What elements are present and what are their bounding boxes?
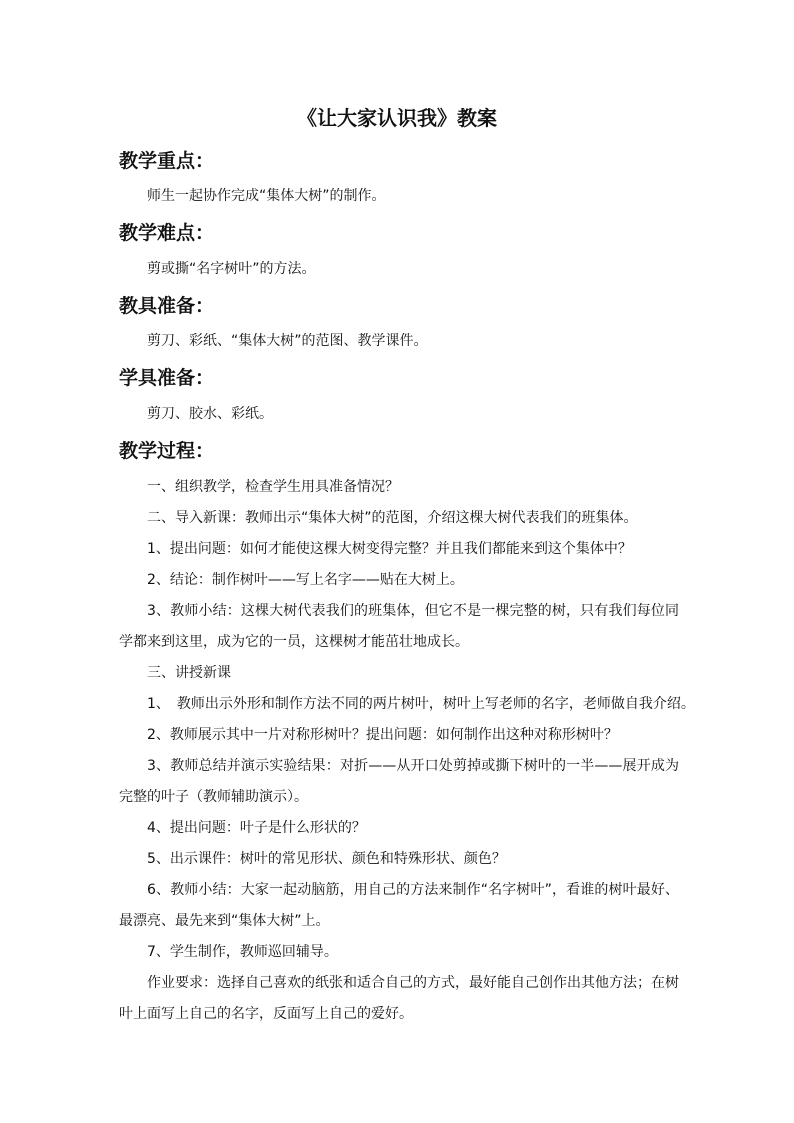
heading-student-materials: 学具准备： xyxy=(119,367,215,389)
process-item: 1、 教师出示外形和制作方法不同的两片树叶，树叶上写老师的名字，老师做自我介绍。 xyxy=(147,696,695,712)
process-item: 3、教师小结：这棵大树代表我们的班集体，但它不是一棵完整的树，只有我们每位同学都来到这里，成为它的一员，这棵树才能茁壮地成长。 xyxy=(119,603,679,650)
process-item: 1、提出问题：如何才能使这棵大树变得完整？并且我们都能来到这个集体中？ xyxy=(147,541,632,557)
process-item: 三、讲授新课 xyxy=(147,665,231,681)
heading-teaching-aids: 教具准备： xyxy=(119,295,215,317)
paragraph-teaching-aids: 剪刀、彩纸、“集体大树”的范图、教学课件。 xyxy=(147,333,428,349)
process-item: 3、教师总结并演示实验结果：对折——从开口处剪掉或撕下树叶的一半——展开成为完整的叶子（教师辅助演示）。 xyxy=(119,758,679,805)
process-item: 2、结论：制作树叶——写上名字——贴在大树上。 xyxy=(147,572,464,588)
document-title: 《让大家认识我》教案 xyxy=(297,106,497,130)
heading-difficulties: 教学难点： xyxy=(119,222,215,244)
heading-teaching-process: 教学过程： xyxy=(119,440,215,462)
paragraph-key-points: 师生一起协作完成“集体大树”的制作。 xyxy=(147,188,386,204)
heading-key-points: 教学重点： xyxy=(119,150,215,172)
process-item: 二、导入新课：教师出示“集体大树”的范图，介绍这棵大树代表我们的班集体。 xyxy=(147,510,638,526)
process-item: 2、教师展示其中一片对称形树叶？提出问题：如何制作出这种对称形树叶？ xyxy=(147,727,618,743)
process-item: 4、提出问题：叶子是什么形状的？ xyxy=(147,820,366,836)
process-item: 7、学生制作，教师巡回辅导。 xyxy=(147,944,338,960)
homework-requirements: 作业要求：选择自己喜欢的纸张和适合自己的方式，最好能自己创作出其他方法；在树叶上面写上自己的名字，反面写上自己的爱好。 xyxy=(119,975,679,1022)
paragraph-student-materials: 剪刀、胶水、彩纸。 xyxy=(147,406,273,422)
process-item: 5、出示课件：树叶的常见形状、颜色和特殊形状、颜色？ xyxy=(147,851,506,867)
process-item: 一、组织教学，检查学生用具准备情况？ xyxy=(147,479,399,495)
process-item: 6、教师小结：大家一起动脑筋，用自己的方法来制作“名字树叶”，看谁的树叶最好、最漂亮、最先来到“集体大树”上。 xyxy=(119,882,679,929)
paragraph-difficulties: 剪或撕“名字树叶”的方法。 xyxy=(147,261,316,277)
